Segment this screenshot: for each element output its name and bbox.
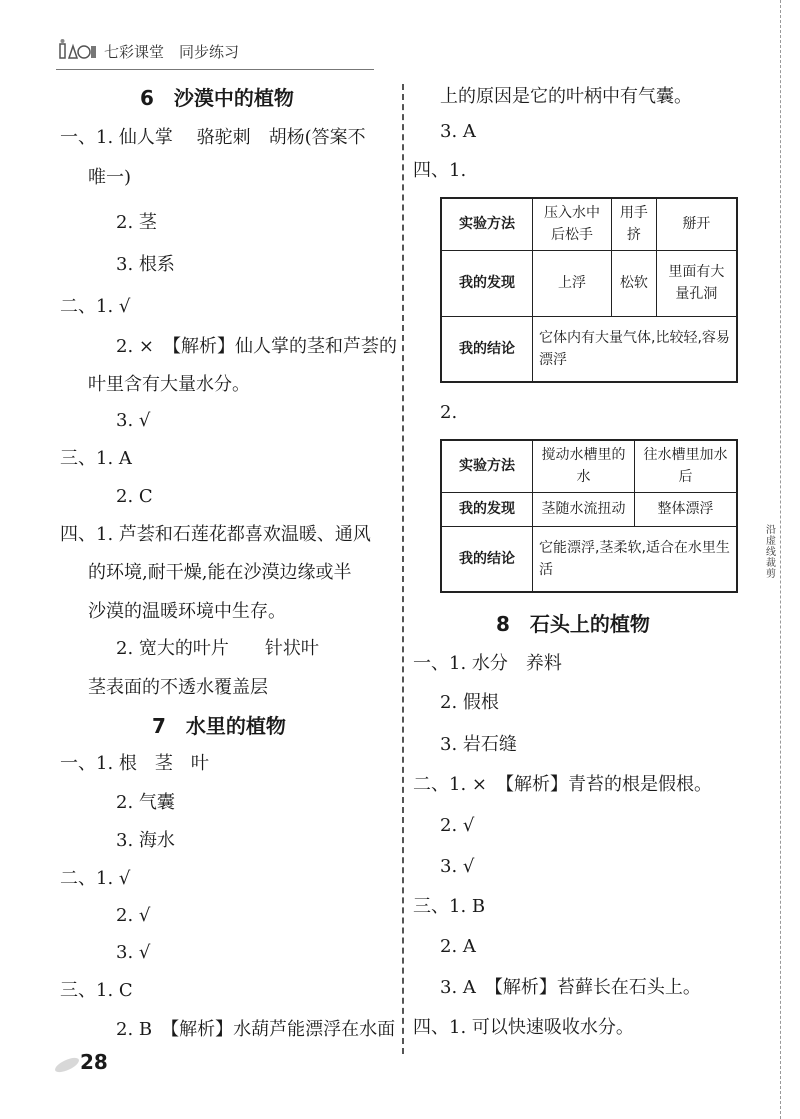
answer-line: 3. A 【解析】苔藓长在石头上。 — [440, 977, 701, 998]
table1-finding-3: 里面有大量孔洞 — [656, 250, 737, 316]
page-number: 28 — [80, 1050, 108, 1074]
answer-line: 2. √ — [440, 815, 475, 836]
table1-finding-2: 松软 — [612, 250, 657, 316]
answer-line: 四、1. 芦荟和石莲花都喜欢温暖、通风 — [60, 524, 371, 545]
answer-line: 三、1. B — [413, 896, 486, 917]
answer-line: 二、1. √ — [60, 296, 131, 317]
table2-finding-1: 茎随水流扭动 — [533, 492, 635, 526]
cut-line — [780, 0, 781, 1119]
answer-line: 3. 根系 — [116, 254, 175, 275]
table2-header-method: 实验方法 — [441, 440, 533, 492]
table2-conclusion: 它能漂浮,茎柔软,适合在水里生活 — [533, 526, 738, 592]
answer-line: 唯一) — [88, 167, 132, 188]
table2-header-finding: 我的发现 — [441, 492, 533, 526]
answer-line: 茎表面的不透水覆盖层 — [88, 677, 268, 698]
header-brand: 七彩课堂 同步练习 — [104, 43, 240, 61]
answer-line: 2. A — [440, 936, 476, 957]
column-divider — [402, 84, 404, 1054]
experiment-table-2 — [440, 439, 738, 593]
table1-finding-1: 上浮 — [533, 250, 612, 316]
table2-method-2: 往水槽里加水后 — [635, 440, 738, 492]
answer-line: 四、1. — [413, 160, 467, 181]
section-title: 7 水里的植物 — [152, 714, 286, 738]
answer-line: 沙漠的温暖环境中生存。 — [88, 601, 286, 622]
answer-line: 2. — [440, 402, 458, 423]
answer-line: 一、1. 根 茎 叶 — [60, 753, 209, 774]
section-title: 8 石头上的植物 — [496, 612, 650, 636]
answer-line: 二、1. × 【解析】青苔的根是假根。 — [413, 774, 712, 795]
answer-line: 2. 假根 — [440, 692, 499, 713]
answer-line: 四、1. 可以快速吸收水分。 — [413, 1017, 634, 1038]
table1-header-conclusion: 我的结论 — [441, 316, 533, 382]
answer-line: 叶里含有大量水分。 — [88, 374, 250, 395]
answer-line: 一、1. 仙人掌 骆驼刺 胡杨(答案不 — [60, 127, 366, 148]
answer-line: 2. 宽大的叶片 针状叶 — [116, 638, 319, 659]
table1-conclusion: 它体内有大量气体,比较轻,容易漂浮 — [533, 316, 738, 382]
answer-line: 2. B 【解析】水葫芦能漂浮在水面 — [116, 1019, 396, 1040]
table1-method-1: 压入水中后松手 — [533, 198, 612, 250]
table1-method-3: 掰开 — [656, 198, 737, 250]
answer-line: 一、1. 水分 养料 — [413, 653, 562, 674]
section-title: 6 沙漠中的植物 — [140, 86, 294, 110]
answer-line: 二、1. √ — [60, 868, 131, 889]
cut-label: 沿虚线裁剪 — [766, 525, 776, 580]
table1-method-2: 用手挤 — [612, 198, 657, 250]
answer-line: 上的原因是它的叶柄中有气囊。 — [440, 86, 692, 107]
answer-line: 2. 茎 — [116, 212, 157, 233]
answer-line: 3. A — [440, 121, 476, 142]
answer-line: 2. × 【解析】仙人掌的茎和芦荟的 — [116, 336, 397, 357]
brand-logo-icon — [58, 38, 98, 60]
answer-line: 3. 海水 — [116, 830, 175, 851]
answer-line: 三、1. C — [60, 980, 133, 1001]
header-rule — [56, 69, 374, 70]
decorative-blob — [53, 1055, 81, 1075]
table1-header-finding: 我的发现 — [441, 250, 533, 316]
header-subtitle: 同步练习 — [179, 43, 240, 61]
answer-line: 3. √ — [116, 410, 151, 431]
answer-line: 2. C — [116, 486, 153, 507]
answer-line: 2. 气囊 — [116, 792, 175, 813]
answer-line: 3. 岩石缝 — [440, 734, 517, 755]
table2-header-conclusion: 我的结论 — [441, 526, 533, 592]
answer-line: 的环境,耐干燥,能在沙漠边缘或半 — [88, 562, 352, 583]
answer-line: 三、1. A — [60, 448, 132, 469]
experiment-table-1 — [440, 197, 738, 383]
table1-header-method: 实验方法 — [441, 198, 533, 250]
table2-method-1: 搅动水槽里的水 — [533, 440, 635, 492]
answer-line: 2. √ — [116, 905, 151, 926]
table2-finding-2: 整体漂浮 — [635, 492, 738, 526]
answer-line: 3. √ — [116, 942, 151, 963]
answer-line: 3. √ — [440, 856, 475, 877]
